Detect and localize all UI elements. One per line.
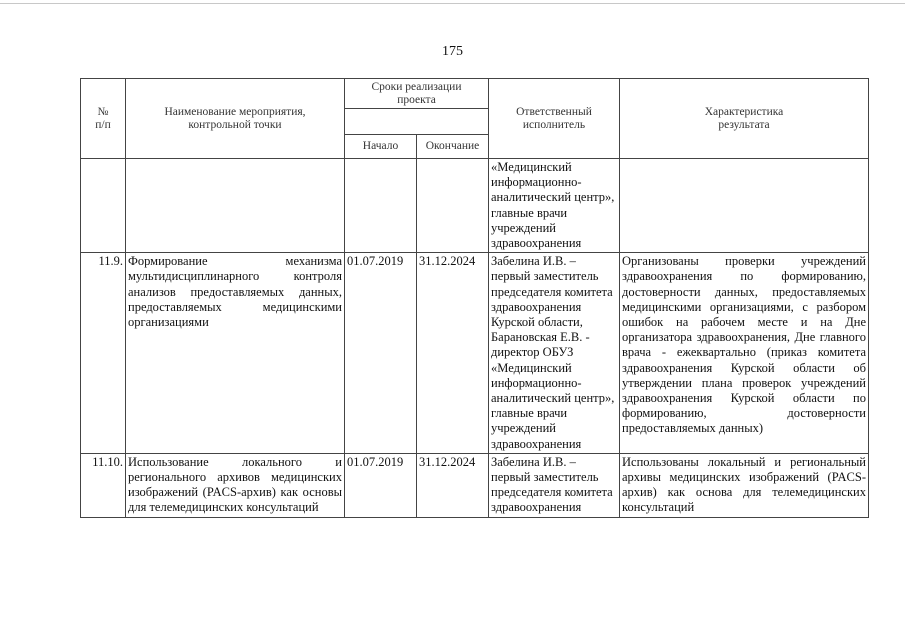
row-num [81, 159, 126, 253]
row-end: 31.12.2024 [417, 253, 489, 454]
row-result: Использованы локальный и региональный архивы медицинских изображений (PACS-архив) как основа для телемедицинских консультаций [620, 453, 869, 517]
table-row [81, 159, 869, 253]
table-row [81, 453, 869, 517]
header-num: № п/п [81, 79, 126, 159]
row-start: 01.07.2019 [345, 253, 417, 454]
row-end [417, 159, 489, 253]
row-responsible: Забелина И.В. – первый заместитель председателя комитета здравоохранения Курской области, Барановская Е.В. - директор ОБУЗ «Медицинский информационно-аналитический центр», главные врачи учреждений здравоохранения [489, 253, 620, 454]
table-row [81, 253, 869, 454]
header-start: Начало [345, 135, 417, 159]
row-responsible: Забелина И.В. – первый заместитель председателя комитета здравоохранения [489, 453, 620, 517]
row-start: 01.07.2019 [345, 453, 417, 517]
header-terms: Сроки реализации проекта [345, 79, 489, 109]
header-end: Окончание [417, 135, 489, 159]
row-name: Формирование механизма мультидисциплинарного контроля анализов предоставляемых данных, предоставляемых медицинскими организациями [126, 253, 345, 454]
header-terms-spacer [345, 109, 489, 135]
header-result: Характеристика результата [620, 79, 869, 159]
row-name: Использование локального и регионального архивов медицинских изображений (PACS-архив) как основы для телемедицинских консультаций [126, 453, 345, 517]
row-num: 11.10. [81, 453, 126, 517]
header-name: Наименование мероприятия, контрольной точки [126, 79, 345, 159]
row-end: 31.12.2024 [417, 453, 489, 517]
row-name [126, 159, 345, 253]
row-num: 11.9. [81, 253, 126, 454]
top-rule [0, 3, 905, 4]
header-responsible: Ответственный исполнитель [489, 79, 620, 159]
plan-table [80, 78, 869, 518]
row-result: Организованы проверки учреждений здравоохранения по формированию, достоверности данных, предоставляемых медицинскими организациями, с разбором ошибок на рабочем месте и на Дне организатора здравоохранения, Дне главного врача - ежеквартально (приказ комитета здравоохранения Курской области об утверждении плана проверок учреждений здравоохранения Курской области по формированию, достоверности предоставляемых данных) [620, 253, 869, 454]
page-number: 175 [442, 44, 463, 59]
row-responsible: «Медицинский информационно-аналитический центр», главные врачи учреждений здравоохранения [489, 159, 620, 253]
row-start [345, 159, 417, 253]
row-result [620, 159, 869, 253]
